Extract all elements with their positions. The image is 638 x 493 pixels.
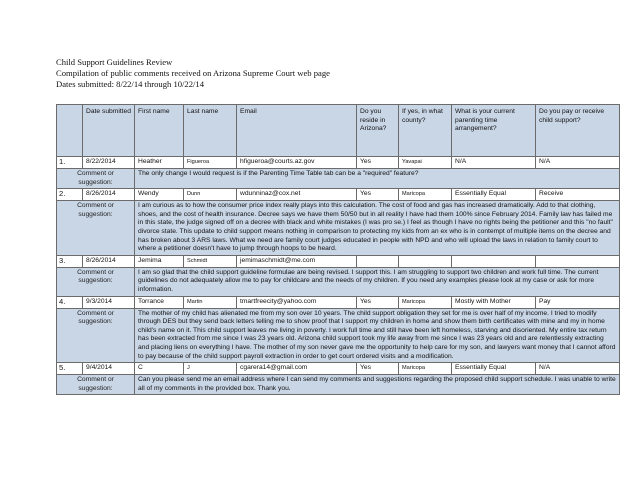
- first-name-cell: Heather: [135, 157, 184, 169]
- arrangement-cell: [452, 255, 536, 267]
- date-cell: 9/4/2014: [83, 363, 135, 375]
- date-range: Dates submitted: 8/22/14 through 10/22/14: [56, 79, 204, 89]
- date-cell: 8/26/2014: [83, 255, 135, 267]
- column-header-email: Email: [237, 105, 357, 157]
- document-header: [56, 57, 616, 90]
- entry-number: 4.: [57, 296, 83, 308]
- comment-row: [57, 201, 620, 256]
- table-row: [57, 296, 620, 308]
- arrangement-cell: Mostly with Mother: [452, 296, 536, 308]
- email-cell: tmartfreecity@yahoo.com: [237, 296, 357, 308]
- column-header-arrangement: What is your current parenting time arrangement?: [452, 105, 536, 157]
- support-cell: N/A: [536, 157, 620, 169]
- arrangement-cell: N/A: [452, 157, 536, 169]
- comment-label: Comment or suggestion:: [57, 169, 135, 189]
- county-cell: Yavapai: [399, 157, 452, 169]
- first-name-cell: Torrance: [135, 296, 184, 308]
- comment-row: [57, 169, 620, 189]
- table-row: [57, 189, 620, 201]
- comment-row: [57, 308, 620, 363]
- comment-label: Comment or suggestion:: [57, 201, 135, 256]
- county-cell: Maricopa: [399, 296, 452, 308]
- column-header-row: [57, 105, 620, 157]
- comment-text: Can you please send me an email address where I can send my comments and suggestions regarding the proposed child support schedule. I was unable to write all of my comments in the provided box. Thank you.: [135, 375, 620, 395]
- comment-text: I am so glad that the child support guideline formulae are being revised. I support this. I am struggling to support two children and work full time. The current guidelines do not adequately allow me to pay for childcare and the needs of my children. If you need any examples please look at my case or ask for more information.: [135, 267, 620, 296]
- document-title: Child Support Guidelines Review: [56, 57, 173, 67]
- last-name-cell: Figueroa: [184, 157, 237, 169]
- county-cell: Maricopa: [399, 189, 452, 201]
- column-header-last-name: Last name: [184, 105, 237, 157]
- date-cell: 9/3/2014: [83, 296, 135, 308]
- table-row: [57, 255, 620, 267]
- entry-number: 3.: [57, 255, 83, 267]
- arrangement-cell: Essentially Equal: [452, 189, 536, 201]
- first-name-cell: C: [135, 363, 184, 375]
- county-cell: [399, 255, 452, 267]
- column-header-date: Date submitted: [83, 105, 135, 157]
- support-cell: [536, 255, 620, 267]
- reside-cell: Yes: [357, 189, 399, 201]
- email-cell: hfigueroa@courts.az.gov: [237, 157, 357, 169]
- comment-text: The mother of my child has alienated me from my son over 10 years. The child support obligation they set for me is over half of my income. I tried to modify through DES but they send back letters telling me to show proof that I support my children in home and show them birth certificates with mine and my in home child's name on it. This child support leaves me living in poverty. I work full time and still have been left homeless, starving and disoriented. My entire tax return has been extracted from me since I was 23 years old. Arizona child support took my life away from me since I was 23 years old and are relentlessly extracting and placing liens on everything I have. The mother of my son never gave me the opportunity to help care for my son, and lawyers want money that I cannot afford to pay because of the child support payroll extraction in order to get court ordered visits and a modification.: [135, 308, 620, 363]
- county-cell: Maricopa: [399, 363, 452, 375]
- column-header-county: If yes, in what county?: [399, 105, 452, 157]
- reside-cell: Yes: [357, 363, 399, 375]
- support-cell: Receive: [536, 189, 620, 201]
- arrangement-cell: Essentially Equal: [452, 363, 536, 375]
- entry-number: 5.: [57, 363, 83, 375]
- reside-cell: Yes: [357, 157, 399, 169]
- row-number-header: [57, 105, 83, 157]
- comment-row: [57, 375, 620, 395]
- comment-label: Comment or suggestion:: [57, 267, 135, 296]
- entry-number: 1.: [57, 157, 83, 169]
- column-header-first-name: First name: [135, 105, 184, 157]
- comments-table: [56, 104, 620, 395]
- first-name-cell: Jemima: [135, 255, 184, 267]
- last-name-cell: Schmidt: [184, 255, 237, 267]
- document-subtitle: Compilation of public comments received on Arizona Supreme Court web page: [56, 68, 330, 78]
- reside-cell: [357, 255, 399, 267]
- table-row: [57, 157, 620, 169]
- email-cell: jemimaschmidt@me.com: [237, 255, 357, 267]
- email-cell: wdunninaz@cox.net: [237, 189, 357, 201]
- column-header-support: Do you pay or receive child support?: [536, 105, 620, 157]
- support-cell: Pay: [536, 296, 620, 308]
- comment-label: Comment or suggestion:: [57, 308, 135, 363]
- column-header-reside: Do you reside in Arizona?: [357, 105, 399, 157]
- comment-row: [57, 267, 620, 296]
- last-name-cell: J: [184, 363, 237, 375]
- first-name-cell: Wendy: [135, 189, 184, 201]
- date-cell: 8/22/2014: [83, 157, 135, 169]
- reside-cell: Yes: [357, 296, 399, 308]
- entry-number: 2.: [57, 189, 83, 201]
- email-cell: cgarera14@gmail.com: [237, 363, 357, 375]
- table-row: [57, 363, 620, 375]
- support-cell: N/A: [536, 363, 620, 375]
- comment-label: Comment or suggestion:: [57, 375, 135, 395]
- last-name-cell: Dunn: [184, 189, 237, 201]
- last-name-cell: Martin: [184, 296, 237, 308]
- comment-text: I am curious as to how the consumer price index really plays into this calculation. The cost of food and gas has increased dramatically. Add to that clothing, shoes, and the cost of health insurance. Decree says we have them 50/50 but in all reality I have had them 100% since February 2014. Family law has failed me in this state, the judge signed off on a decree with black and white mistakes (I was pro se.) I feel as though I have no rights being the petitioner and this "no fault" divorce state. This update to child support means nothing in comparison to protecting my kids from an ex who is in contempt of multiple items on the decree and has broken about 3 ARS laws. What we need are family court judges educated in people with NPD and who will upload the laws in relation to family court to where a petitioner doesn't have to jump through hoops to be heard.: [135, 201, 620, 256]
- date-cell: 8/26/2014: [83, 189, 135, 201]
- comment-text: The only change I would request is if the Parenting Time Table tab can be a "required" feature?: [135, 169, 620, 189]
